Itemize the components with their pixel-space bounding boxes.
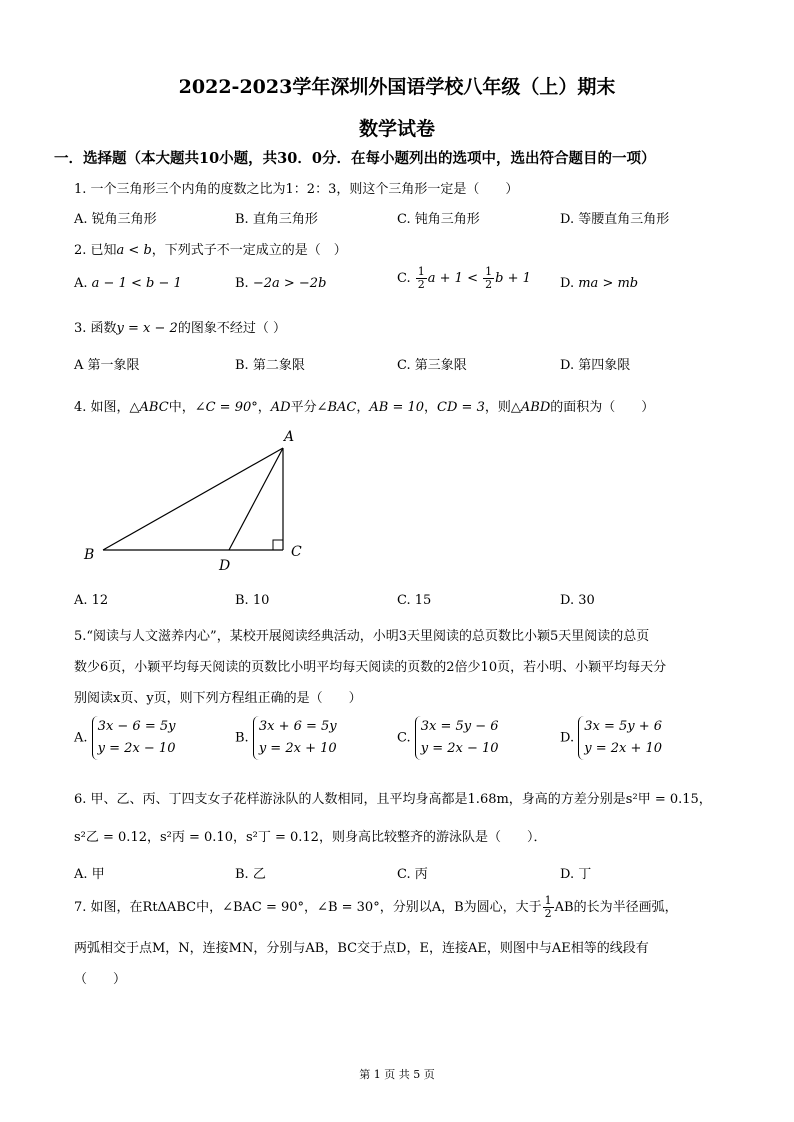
label-c: C xyxy=(291,544,302,560)
q2-option-d: D. ma > mb xyxy=(560,276,639,291)
q5-option-a: A. 3x − 6 = 5y y = 2x − 10 xyxy=(74,716,175,760)
question-3-stem: 3. 函数y = x − 2的图象不经过（ ） xyxy=(74,321,286,336)
q3-option-c: C. 第三象限 xyxy=(397,358,467,373)
question-5-line-3: 别阅读x页、y页，则下列方程组正确的是（ ） xyxy=(74,691,362,706)
q4-option-c: C. 15 xyxy=(397,593,432,608)
q1-option-d: D. 等腰直角三角形 xyxy=(560,212,670,227)
label-b: B xyxy=(84,547,95,563)
q2-option-a: A. a − 1 < b − 1 xyxy=(74,276,182,291)
page-footer: 第 1 页 共 5 页 xyxy=(359,1068,435,1081)
q1-option-a: A. 锐角三角形 xyxy=(74,212,157,227)
q3-option-b: B. 第二象限 xyxy=(235,358,305,373)
question-1-stem: 1. 一个三角形三个内角的度数之比为1：2：3，则这个三角形一定是（ ） xyxy=(74,182,519,197)
q5-option-b: B. 3x + 6 = 5y y = 2x + 10 xyxy=(235,716,337,760)
exam-title: 2022-2023学年深圳外国语学校八年级（上）期末 xyxy=(178,76,616,98)
q4-option-a: A. 12 xyxy=(74,593,109,608)
question-5-line-1: 5.“阅读与人文滋养内心”，某校开展阅读经典活动，小明3天里阅读的总页数比小颖5天里阅读的总页 xyxy=(74,629,650,644)
question-6-line-1: 6. 甲、乙、丙、丁四支女子花样游泳队的人数相同，且平均身高都是1.68m，身高的方差分别是s²甲 = 0.15， xyxy=(74,792,712,807)
label-d: D xyxy=(219,558,231,574)
q1-option-c: C. 钝角三角形 xyxy=(397,212,480,227)
question-2-stem: 2. 已知a < b，下列式子不一定成立的是（ ） xyxy=(74,243,347,258)
section-heading: 一．选择题（本大题共10小题，共30．0分．在每小题列出的选项中，选出符合题目的一项） xyxy=(54,150,656,167)
q6-option-c: C. 丙 xyxy=(397,867,428,882)
question-6-line-2: s²乙 = 0.12，s²丙 = 0.10，s²丁 = 0.12，则身高比较整齐的游泳队是（ ）． xyxy=(74,830,547,845)
right-angle-mark xyxy=(273,540,283,550)
q4-option-b: B. 10 xyxy=(235,593,270,608)
q5-option-c: C. 3x = 5y − 6 y = 2x − 10 xyxy=(397,716,499,760)
q4-option-d: D. 30 xyxy=(560,593,595,608)
q3-option-d: D. 第四象限 xyxy=(560,358,631,373)
question-5-line-2: 数少6页，小颖平均每天阅读的页数比小明平均每天阅读的页数的2倍少10页，若小明、小颖平均每天分 xyxy=(74,660,667,675)
q2-option-b: B. −2a > −2b xyxy=(235,276,327,291)
exam-subtitle: 数学试卷 xyxy=(358,118,435,140)
q6-option-d: D. 丁 xyxy=(560,867,592,882)
triangle-figure xyxy=(70,425,330,575)
label-a: A xyxy=(284,429,295,445)
q5-option-d: D. 3x = 5y + 6 y = 2x + 10 xyxy=(560,716,662,760)
q6-option-b: B. 乙 xyxy=(235,867,266,882)
q1-option-b: B. 直角三角形 xyxy=(235,212,318,227)
q6-option-a: A. 甲 xyxy=(74,867,105,882)
question-7-line-2: 两弧相交于点M，N，连接MN，分别与AB，BC交于点D，E，连接AE，则图中与AE相等的线段有 xyxy=(74,941,649,956)
q2-option-c: C. $\frac{1}{2}$ a + 1 < $\frac{1}{2}$ b + 1 xyxy=(397,265,531,291)
question-7-line-1: 7. 如图，在RtΔABC中，∠BAC = 90°，∠B = 30°，分别以A，B为圆心，大于 $\frac{1}{2}$ AB的长为半径画弧， xyxy=(74,894,678,920)
q3-option-a: A 第一象限 xyxy=(74,358,140,373)
question-7-line-3: （ ） xyxy=(74,972,127,987)
question-4-stem: 4. 如图，△ABC中，∠C = 90°，AD平分∠BAC，AB = 10，CD = 3，则△ABD的面积为（ ） xyxy=(74,400,655,415)
